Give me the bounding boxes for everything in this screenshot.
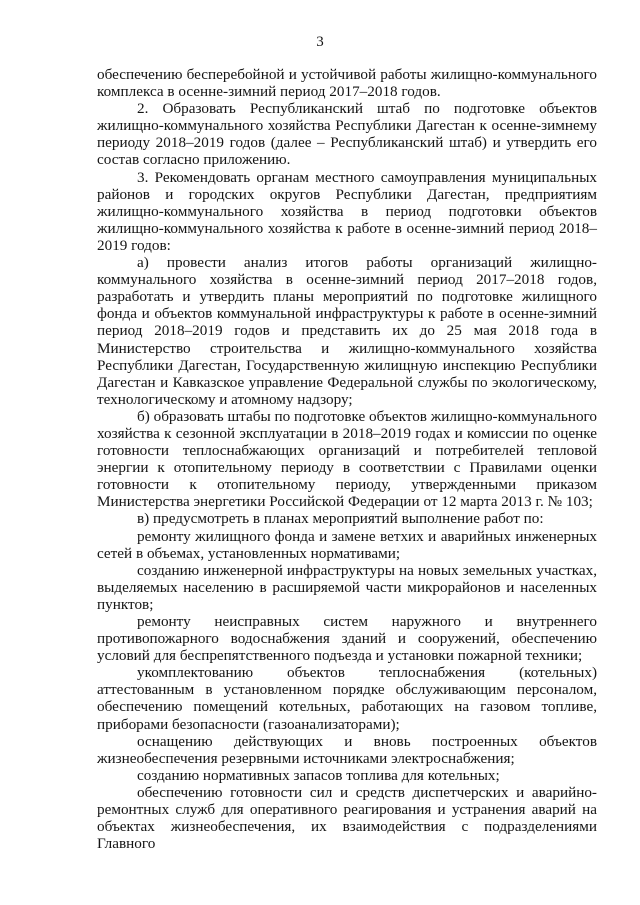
paragraph: б) образовать штабы по подготовке объектов жилищно-коммунального хозяйства к сезонной эксплуатации в 2018–2019 годах и комиссии по оценке готовности теплоснабжающих организаций и потребителей тепловой энергии к отопительному периоду в соответствии с Правилами оценки готовности к отопительному периоду, утвержденными приказом Министерства энергетики Российской Федерации от 12 марта 2013 г. № 103;	[97, 407, 597, 511]
paragraph: обеспечению готовности сил и средств диспетчерских и аварийно-ремонтных служб для оперативного реагирования и устранения аварий на объектах жизнеобеспечения, их взаимодействия с подразделениями Главного	[97, 783, 597, 853]
paragraph: оснащению действующих и вновь построенных объектов жизнеобеспечения резервными источниками электроснабжения;	[97, 732, 597, 767]
paragraph: 2. Образовать Республиканский штаб по подготовке объектов жилищно-коммунального хозяйства Республики Дагестан к осенне-зимнему периоду 2018–2019 годов (далее – Республиканский штаб) и утвердить его состав согласно приложению.	[97, 100, 597, 169]
paragraph: 3. Рекомендовать органам местного самоуправления муниципальных районов и городских округов Республики Дагестан, предприятиям жилищно-коммунального хозяйства в период подготовки объектов жилищно-коммунального хозяйства к работе в осенне-зимний период 2018–2019 годов:	[97, 168, 597, 254]
paragraph: обеспечению бесперебойной и устойчивой работы жилищно-коммунального комплекса в осенне-зимний период 2017–2018 годов.	[97, 66, 597, 101]
paragraph: в) предусмотреть в планах мероприятий выполнение работ по:	[137, 510, 544, 528]
paragraph: созданию нормативных запасов топлива для котельных;	[137, 766, 500, 784]
paragraph: созданию инженерной инфраструктуры на новых земельных участках, выделяемых населению в расширяемой части микрорайонов и населенных пунктов;	[97, 561, 597, 613]
paragraph: укомплектованию объектов теплоснабжения (котельных) аттестованным в установленном порядке обслуживающим персоналом, обеспечению помещений котельных, работающих на газовом топливе, приборами безопасности (газоанализаторами);	[97, 664, 597, 733]
page-number: 3	[316, 34, 324, 50]
paragraph: а) провести анализ итогов работы организаций жилищно-коммунального хозяйства в осенне-зимний период 2017–2018 годов, разработать и утвердить планы мероприятий по подготовке жилищного фонда и объектов коммунальной инфраструктуры к работе в осенне-зимний период 2018–2019 годов и представить их до 25 мая 2018 года в Министерство строительства и жилищно-коммунального хозяйства Республики Дагестан, Государственную жилищную инспекцию Республики Дагестан и Кавказское управление Федеральной службы по экологическому, технологическому и атомному надзору;	[97, 254, 597, 408]
paragraph: ремонту неисправных систем наружного и внутреннего противопожарного водоснабжения зданий и сооружений, обеспечению условий для беспрепятственного подъезда и установки пожарной техники;	[97, 613, 597, 665]
document-body	[97, 66, 597, 852]
paragraph: ремонту жилищного фонда и замене ветхих и аварийных инженерных сетей в объемах, установленных нормативами;	[97, 527, 597, 562]
